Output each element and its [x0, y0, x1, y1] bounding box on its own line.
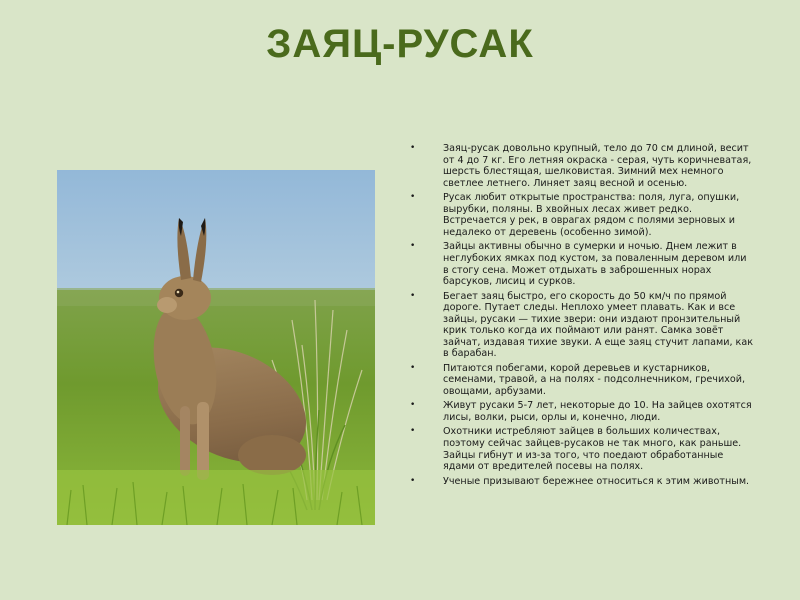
bullet-list — [410, 143, 755, 490]
list-item-text: Русак любит открытые пространства: поля, луга, опушки, вырубки, поляны. В хвойных лесах живет редко. Встречается у рек, в оврагах рядом с полями зерновых и недалеко от деревень (особенно зимой). — [443, 192, 740, 238]
bullet-icon: • — [410, 426, 416, 437]
list-item-text: Ученые призывают бережнее относиться к этим животным. — [443, 475, 750, 487]
list-item — [410, 192, 755, 238]
list-item — [410, 426, 755, 472]
page-title: ЗАЯЦ-РУСАК — [266, 22, 534, 66]
list-item — [410, 363, 755, 398]
bullet-icon: • — [410, 475, 416, 486]
list-item-text: Охотники истребляют зайцев в больших количествах, поэтому сейчас зайцев-русаков не так много, как раньше. Зайцы гибнут и из-за того, что поедают обработанные ядами от вредителей посевы на полях. — [443, 426, 742, 473]
bullet-icon: • — [410, 241, 416, 252]
bullet-icon: • — [410, 400, 416, 411]
hare-photo — [57, 170, 375, 525]
bullet-icon: • — [410, 290, 416, 301]
list-item — [410, 400, 755, 423]
list-item-text: Питаются побегами, корой деревьев и кустарников, семенами, травой, а на полях - подсолнечником, гречихой, овощами, арбузами. — [443, 362, 746, 398]
list-item — [410, 143, 755, 189]
list-item — [410, 241, 755, 287]
list-item — [410, 291, 755, 361]
list-item-text: Бегает заяц быстро, его скорость до 50 км/ч по прямой дороге. Путает следы. Неплохо умеет плавать. Как и все зайцы, русаки — тихие звери: они издают пронзительный крик только когда их поймают или ранят. Самка зовёт зайчат, издавая тихие звуки. А еще заяц стучит лапами, как в барабан. — [443, 290, 754, 360]
list-item-text: Зайцы активны обычно в сумерки и ночью. Днем лежит в неглубоких ямках под кустом, за поваленным деревом или в стогу сена. Может отдыхать в заброшенных норах барсуков, лисиц и сурков. — [443, 241, 747, 288]
bullet-icon: • — [410, 143, 416, 153]
bullet-icon: • — [410, 192, 416, 203]
list-item-text: Живут русаки 5-7 лет, некоторые до 10. На зайцев охотятся лисы, волки, рыси, орлы и, конечно, люди. — [443, 400, 752, 424]
bullet-icon: • — [410, 362, 416, 373]
list-item-text: Заяц-русак довольно крупный, тело до 70 см длиной, весит от 4 до 7 кг. Его летняя окраска - серая, чуть коричневатая, шерсть блестящая, шелковистая. Зимний мех немного светлее летнего. Линяет заяц весной и осенью. — [443, 143, 752, 189]
list-item — [410, 476, 755, 488]
